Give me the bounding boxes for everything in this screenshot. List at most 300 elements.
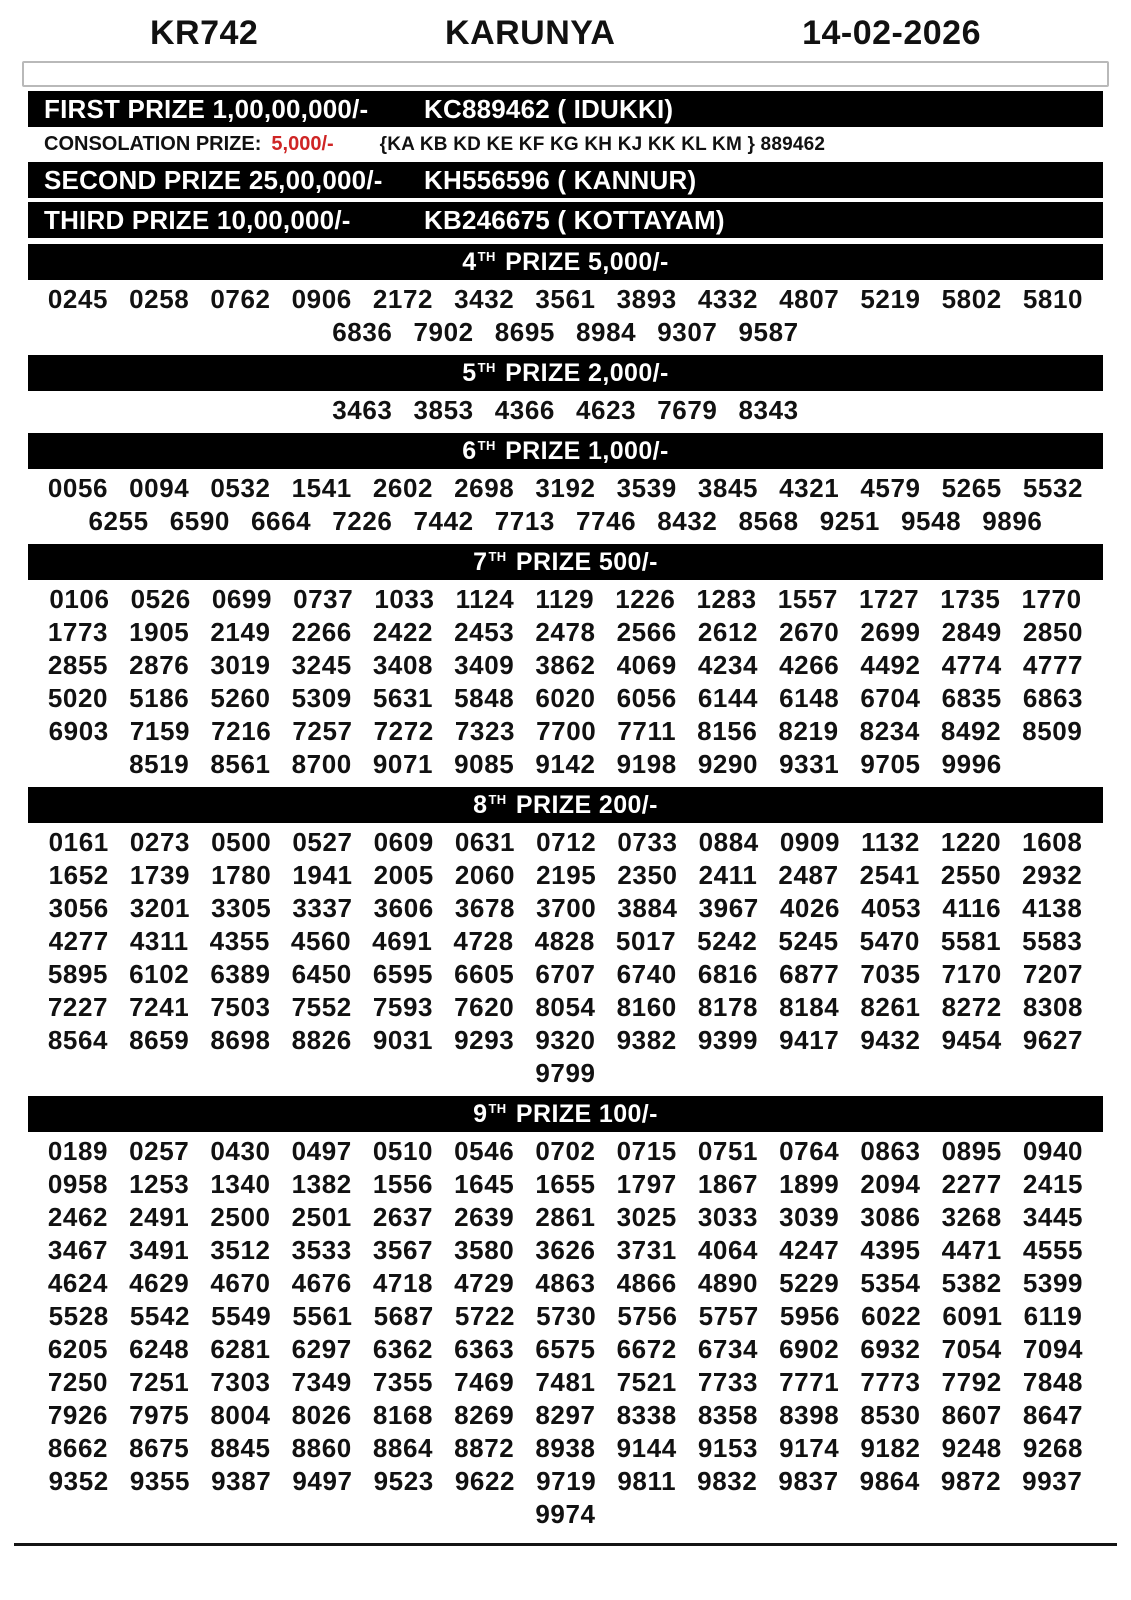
second-prize-label: SECOND PRIZE 25,00,000/- [44,164,383,195]
prize-section-9th [0,1096,1131,1531]
prize-ordinal: 7 [473,547,488,576]
ticket-number: 7054 [941,1334,1002,1364]
ticket-number: 7552 [291,992,352,1022]
ticket-number: 7848 [1022,1367,1084,1397]
ticket-number: 9248 [941,1433,1002,1463]
ticket-number: 3463 [332,395,393,425]
ticket-number: 8872 [454,1433,515,1463]
ticket-number: 2602 [372,473,434,503]
ticket-number: 9198 [616,749,677,779]
third-prize-label: THIRD PRIZE 10,00,000/- [44,204,351,235]
bottom-divider [14,1543,1117,1546]
first-prize-bar [28,91,1103,127]
ticket-number: 4492 [860,650,921,680]
ticket-number: 4579 [860,473,921,503]
ticket-number: 4729 [454,1268,515,1298]
consolation-series: {KA KB KD KE KF KG KH KJ KK KL KM } 889462 [379,133,826,155]
ticket-number: 4395 [860,1235,921,1265]
prize-section-6th [0,433,1131,538]
ticket-number: 9811 [617,1466,677,1496]
ticket-number: 6590 [169,506,230,536]
ticket-number: 5399 [1022,1268,1084,1298]
ticket-number: 9864 [859,1466,920,1496]
ticket-number: 6902 [779,1334,840,1364]
ticket-number: 8156 [697,716,758,746]
prize-ordinal: 8 [473,790,488,819]
ticket-number: 4064 [697,1235,759,1265]
ticket-number: 9432 [860,1025,921,1055]
prize-section-title: PRIZE 1,000/- [497,436,669,465]
ticket-number: 9071 [372,749,434,779]
ticket-number: 4807 [779,284,840,314]
ticket-number: 7170 [941,959,1002,989]
ticket-number: 8398 [779,1400,840,1430]
ticket-number: 9622 [454,1466,516,1496]
ticket-number: 4311 [129,926,189,956]
ticket-number: 2172 [372,284,434,314]
ticket-number-row [0,283,1131,316]
ticket-number-row [0,859,1131,892]
ticket-number: 3533 [291,1235,352,1265]
ticket-number: 4623 [576,395,637,425]
ticket-number: 1905 [129,617,190,647]
ticket-number: 5542 [129,1301,191,1331]
ticket-number: 3305 [211,893,272,923]
ticket-number: 1899 [779,1169,840,1199]
ticket-number: 3491 [129,1235,190,1265]
ticket-number: 3056 [48,893,109,923]
ticket-number: 7711 [617,716,677,746]
ticket-number: 6450 [291,959,352,989]
ticket-number: 3337 [292,893,353,923]
ticket-number: 3862 [535,650,596,680]
prize-ordinal: 4 [462,247,477,276]
ticket-number: 9705 [860,749,921,779]
ticket-number: 9832 [697,1466,758,1496]
ticket-number: 6932 [860,1334,921,1364]
ticket-number: 9996 [941,749,1002,779]
ticket-number: 3700 [536,893,597,923]
ticket-number: 7926 [47,1400,109,1430]
ticket-number: 4890 [697,1268,759,1298]
ticket-number: 7902 [413,317,474,347]
ticket-number-row [0,472,1131,505]
ticket-number: 2149 [210,617,271,647]
ticket-number: 0702 [535,1136,596,1166]
ticket-number-row [0,1234,1131,1267]
ticket-number: 7700 [536,716,597,746]
ticket-number: 9182 [860,1433,921,1463]
ticket-number: 3539 [616,473,677,503]
ticket-number: 2861 [535,1202,596,1232]
ticket-number: 2637 [372,1202,434,1232]
second-prize-ticket: KH556596 ( KANNUR) [424,164,697,195]
ticket-number: 0906 [291,284,352,314]
prize-ordinal: 5 [462,358,477,387]
ticket-number: 8984 [576,317,637,347]
ticket-number: 3606 [373,893,434,923]
ticket-number: 6144 [697,683,759,713]
ticket-number: 1557 [777,584,838,614]
ticket-number: 0532 [210,473,271,503]
ticket-number: 5245 [778,926,839,956]
ticket-number: 8607 [941,1400,1002,1430]
ticket-number-row [0,991,1131,1024]
ticket-number: 9307 [657,317,718,347]
ticket-number: 3245 [291,650,352,680]
ticket-number: 4266 [779,650,840,680]
prize-section-5th [0,355,1131,427]
ticket-number: 0712 [536,827,597,857]
ticket-number: 7227 [47,992,109,1022]
first-prize-ticket: KC889462 ( IDUKKI) [424,93,674,124]
ticket-number: 8647 [1022,1400,1084,1430]
ticket-number: 9144 [616,1433,677,1463]
ticket-number: 6605 [454,959,515,989]
ticket-number: 0546 [454,1136,515,1166]
ticket-number: 2500 [210,1202,271,1232]
ticket-number: 2415 [1022,1169,1084,1199]
prize-ordinal: 9 [473,1099,488,1128]
ticket-number: 2478 [535,617,596,647]
ticket-number: 8698 [210,1025,271,1055]
ticket-number: 7442 [413,506,474,536]
ticket-number: 0161 [48,827,109,857]
ticket-number: 6863 [1022,683,1084,713]
draw-code: KR742 [150,14,259,52]
ticket-number-row [0,1498,1131,1531]
ticket-number-row [0,1465,1131,1498]
prize-section-header-6th: 6 TH PRIZE 1,000/- [28,433,1103,469]
ticket-number: 3019 [210,650,271,680]
ticket-number: 9355 [129,1466,191,1496]
ticket-number: 8675 [129,1433,190,1463]
ticket-number: 7746 [576,506,637,536]
ticket-number: 6102 [129,959,190,989]
ticket-number: 6022 [861,1301,922,1331]
ticket-number: 4332 [697,284,759,314]
ticket-number: 2855 [47,650,109,680]
ticket-number: 4777 [1022,650,1084,680]
ticket-number: 3678 [454,893,516,923]
ticket-number: 5583 [1022,926,1083,956]
ticket-number: 7521 [616,1367,677,1397]
ticket-number: 6595 [372,959,434,989]
ticket-number: 5581 [940,926,1002,956]
ticket-number: 5528 [48,1301,109,1331]
ticket-number: 5265 [941,473,1002,503]
ticket-number: 0884 [698,827,759,857]
ticket-number: 3467 [47,1235,109,1265]
ticket-number: 4471 [941,1235,1002,1265]
ticket-number: 9251 [819,506,880,536]
ticket-number: 5631 [372,683,434,713]
ticket-number: 6903 [48,716,109,746]
ticket-number: 0715 [616,1136,677,1166]
ticket-number-row [0,958,1131,991]
blank-input-box[interactable] [22,61,1109,87]
ticket-number: 8026 [291,1400,352,1430]
ticket-number: 7257 [292,716,353,746]
ticket-number: 4866 [616,1268,677,1298]
ticket-number: 8160 [616,992,677,1022]
ticket-number: 8530 [860,1400,921,1430]
ticket-number: 5470 [859,926,920,956]
ticket-number: 8695 [494,317,555,347]
ticket-number-row [0,1432,1131,1465]
ticket-number: 9320 [535,1025,596,1055]
ticket-number-row [0,394,1131,427]
ticket-number: 8272 [941,992,1002,1022]
ticket-number: 8297 [535,1400,596,1430]
ticket-number: 7773 [860,1367,921,1397]
ticket-number: 0189 [47,1136,109,1166]
ticket-number: 3192 [535,473,596,503]
ticket-number: 7159 [129,716,191,746]
ticket-number-row [0,1135,1131,1168]
ticket-number: 2277 [941,1169,1002,1199]
ticket-number: 3853 [413,395,474,425]
ticket-number: 5687 [373,1301,434,1331]
ticket-number: 8568 [738,506,799,536]
ticket-number: 8561 [210,749,271,779]
ticket-number: 1773 [47,617,109,647]
ticket-number: 1739 [129,860,191,890]
ticket-number: 2195 [536,860,597,890]
ticket-number: 6362 [372,1334,434,1364]
ticket-number: 9974 [535,1499,596,1529]
ticket-number: 6704 [860,683,921,713]
ticket-number: 1780 [211,860,272,890]
ticket-number: 0245 [47,284,109,314]
ticket-number: 8178 [697,992,759,1022]
ticket-number: 9085 [454,749,515,779]
ticket-number: 0751 [697,1136,759,1166]
ticket-number: 4670 [210,1268,271,1298]
ticket-number: 0958 [47,1169,109,1199]
ticket-number: 0909 [779,827,841,857]
ticket-number-row [0,1399,1131,1432]
ticket-number: 6836 [332,317,393,347]
ticket-number: 2266 [291,617,352,647]
ticket-number: 3033 [697,1202,759,1232]
ticket-number: 4053 [861,893,922,923]
lottery-name: KARUNYA [445,14,616,52]
ticket-number: 4321 [779,473,840,503]
ticket-number: 1727 [858,584,920,614]
ticket-number: 5260 [210,683,271,713]
ticket-number: 2932 [1022,860,1083,890]
ticket-number: 7094 [1022,1334,1084,1364]
ticket-number: 2501 [291,1202,352,1232]
ticket-number: 5017 [615,926,677,956]
ticket-number: 7207 [1022,959,1084,989]
ticket-number: 8234 [859,716,920,746]
ticket-number: 3845 [697,473,759,503]
consolation-amount: 5,000/- [271,133,334,155]
ticket-number: 1033 [374,584,435,614]
ticket-number: 5532 [1022,473,1084,503]
ticket-number: 9872 [940,1466,1002,1496]
ticket-number: 8168 [372,1400,434,1430]
ticket-number: 9837 [778,1466,839,1496]
ticket-number: 7733 [697,1367,759,1397]
ticket-number: 5810 [1022,284,1084,314]
ticket-number: 3445 [1022,1202,1084,1232]
ticket-number: 5219 [860,284,921,314]
ticket-number: 8261 [860,992,921,1022]
ticket-number: 5895 [47,959,109,989]
ticket-number: 7216 [211,716,272,746]
ticket-number: 9399 [697,1025,759,1055]
ticket-number: 8004 [210,1400,271,1430]
ticket-number: 2487 [778,860,839,890]
ticket-number: 2453 [454,617,515,647]
ticket-number: 8432 [657,506,718,536]
ticket-number: 1655 [535,1169,596,1199]
ticket-number: 0273 [129,827,191,857]
ticket-number: 8938 [535,1433,596,1463]
ticket-number-row [0,505,1131,538]
ticket-number: 5309 [291,683,352,713]
ticket-number: 9454 [941,1025,1002,1055]
ticket-number: 0527 [292,827,353,857]
ticket-number: 9627 [1022,1025,1084,1055]
ticket-number: 0106 [49,584,110,614]
ticket-number: 1867 [697,1169,759,1199]
ticket-number: 9382 [616,1025,677,1055]
ticket-number: 2422 [372,617,434,647]
ticket-number: 9523 [373,1466,434,1496]
ticket-number: 8700 [291,749,352,779]
ticket-number: 2850 [1022,617,1084,647]
ticket-number: 9937 [1022,1466,1083,1496]
ticket-number: 8308 [1022,992,1084,1022]
consolation-label: CONSOLATION PRIZE: [44,133,262,155]
ticket-number: 2491 [129,1202,190,1232]
ticket-number: 7620 [454,992,515,1022]
prize-section-title: PRIZE 5,000/- [497,247,669,276]
ticket-number: 7241 [129,992,190,1022]
prize-ordinal: 6 [462,436,477,465]
ticket-number-row [0,1168,1131,1201]
page-title [0,0,1131,59]
ticket-number: 0863 [860,1136,921,1166]
ticket-number: 0762 [210,284,271,314]
ticket-number: 5756 [617,1301,678,1331]
ticket-number: 8659 [129,1025,190,1055]
ticket-number: 7593 [372,992,434,1022]
ticket-number: 2639 [454,1202,515,1232]
prize-section-header-4th: 4 TH PRIZE 5,000/- [28,244,1103,280]
ticket-number: 8343 [738,395,799,425]
ticket-number: 5956 [779,1301,841,1331]
ticket-number: 4026 [779,893,841,923]
ticket-number: 7503 [210,992,271,1022]
ticket-number: 2699 [860,617,921,647]
ticket-number: 1770 [1021,584,1082,614]
ticket-number: 1226 [615,584,676,614]
ticket-number: 6281 [210,1334,271,1364]
ticket-number: 4069 [616,650,677,680]
prize-section-title: PRIZE 500/- [508,547,658,576]
ticket-number: 7469 [454,1367,515,1397]
ticket-number: 8509 [1022,716,1083,746]
ticket-number: 0500 [211,827,272,857]
ticket-number: 7272 [373,716,434,746]
ticket-number: 3731 [616,1235,677,1265]
ticket-number: 7226 [332,506,393,536]
ticket-number: 8826 [291,1025,352,1055]
ticket-number: 8338 [616,1400,677,1430]
ticket-number: 7035 [860,959,921,989]
ticket-number: 8662 [47,1433,109,1463]
prize-section-header-7th: 7 TH PRIZE 500/- [28,544,1103,580]
ticket-number: 5802 [941,284,1002,314]
ticket-number: 4116 [942,893,1002,923]
ticket-number: 3967 [698,893,759,923]
ticket-number: 3432 [454,284,515,314]
ticket-number-row [0,316,1131,349]
ticket-number: 2849 [941,617,1002,647]
ticket-number: 4138 [1022,893,1083,923]
ticket-number: 1556 [372,1169,434,1199]
prize-section-title: PRIZE 200/- [508,790,658,819]
ticket-number: 2350 [617,860,678,890]
ticket-number: 8864 [372,1433,434,1463]
prize-section-8th [0,787,1131,1090]
ticket-number: 7303 [210,1367,271,1397]
ticket-number-row [0,1024,1131,1057]
ticket-number: 6389 [210,959,271,989]
ticket-number: 9587 [738,317,799,347]
ticket-number: 8519 [129,749,190,779]
ticket-number: 3512 [210,1235,271,1265]
ticket-number: 6664 [251,506,312,536]
ticket-number: 7481 [535,1367,596,1397]
ticket-number: 2670 [779,617,840,647]
ticket-number: 3201 [129,893,191,923]
ticket-number: 3086 [860,1202,921,1232]
ticket-number: 0056 [47,473,109,503]
ticket-number: 4728 [453,926,514,956]
ticket-number: 9268 [1022,1433,1084,1463]
ticket-number: 1608 [1022,827,1083,857]
ticket-number: 1220 [940,827,1002,857]
ticket-number: 0510 [372,1136,434,1166]
ticket-number: 6575 [535,1334,596,1364]
ticket-number: 8564 [47,1025,109,1055]
ticket-number: 2876 [129,650,190,680]
prize-section-4th [0,244,1131,349]
ticket-number: 7355 [372,1367,434,1397]
prize-section-header-9th: 9 TH PRIZE 100/- [28,1096,1103,1132]
ticket-number: 5229 [779,1268,840,1298]
ticket-number: 4234 [697,650,759,680]
ticket-number: 7251 [129,1367,190,1397]
ticket-number: 7349 [291,1367,352,1397]
ticket-number: 2060 [454,860,516,890]
ticket-number: 0609 [373,827,434,857]
ticket-number: 0733 [617,827,678,857]
ticket-number: 5382 [941,1268,1002,1298]
ticket-number: 3884 [617,893,678,923]
ticket-number: 9142 [535,749,596,779]
ticket-number: 3567 [372,1235,434,1265]
ticket-number: 8860 [291,1433,352,1463]
ticket-number: 0699 [211,584,273,614]
ticket-number: 4774 [941,650,1002,680]
